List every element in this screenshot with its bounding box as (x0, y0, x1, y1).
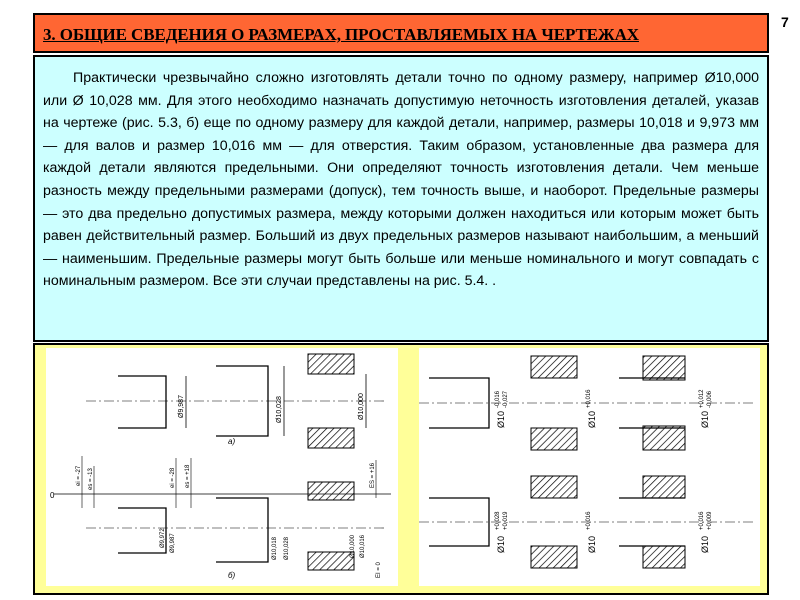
dev-1: ei = -27 (76, 465, 82, 486)
zero-label: 0 (50, 491, 55, 500)
dim-a-1: Ø9,987 (178, 395, 185, 418)
dim-a-3: Ø10,000 (358, 393, 365, 420)
label-b: б) (228, 571, 236, 580)
body-paragraph: Практически чрезвычайно сложно изготовлять детали точно по одному размеру, например Ø10,000 или Ø 10,028 мм. Для этого необходимо назначать допустимую неточность изготовления деталей, указав на чертеже (рис. 5.3, б) еще по одному размеру для каждой детали, например, размеры 10,018 и 9,973 мм — для валов и размер 10,016 мм — для отверстия. Таким образом, установленные два размера для каждой детали являются предельными. Они определяют точность изготовления детали. Чем меньше разность между предельными размерами (допуск), тем точность выше, и наоборот. Предельные размеры — это два предельно допустимых размера, между которыми должен находиться или которым может быть равен действительный размер. Больший из двух предельных размеров называют наибольшим, а меньший — наименьшим. Предельные размеры могут быть больше или меньше номинального и могут совпадать с номинальным размером. Все эти случаи представлены на рис. 5.4. . (43, 70, 759, 290)
shaft-a2 (216, 366, 268, 436)
r-dim-5-upper: +0,016 (586, 511, 592, 530)
figure-right (419, 348, 760, 586)
dev-3: ei = -28 (170, 467, 176, 488)
r-dim-3-lower: -0,006 (707, 390, 713, 408)
page-title: 3. ОБЩИЕ СВЕДЕНИЯ О РАЗМЕРАХ, ПРОСТАВЛЯЕМЫХ НА ЧЕРТЕЖАХ (43, 25, 639, 44)
figure-panel (33, 343, 769, 595)
dev-4: es = +18 (185, 464, 191, 488)
page-number: 7 (781, 14, 789, 30)
text-panel (33, 55, 769, 342)
dim-a-2: Ø10,028 (276, 396, 283, 423)
r-dim-6: Ø10 (700, 535, 710, 553)
r-dim-2: Ø10 (587, 410, 597, 428)
r-dim-1-lower: -0,027 (503, 390, 509, 408)
dim-b-1: Ø9,972 (160, 528, 166, 548)
dev-5: EI = 0 (376, 562, 382, 578)
dim-b-4: Ø10,028 (284, 536, 290, 560)
dim-b-5: Ø10,000 (350, 534, 356, 558)
dim-b-6: Ø10,016 (360, 534, 366, 558)
r-dim-2-upper: +0,016 (586, 389, 592, 408)
dev-2: es = -13 (88, 468, 94, 490)
r-dim-4: Ø10 (496, 535, 506, 553)
r-dim-1: Ø10 (496, 410, 506, 428)
figure-left-drawing (46, 348, 398, 586)
r-dim-4-lower: +0,019 (503, 511, 509, 530)
r-dim-1-upper: -0,016 (495, 390, 501, 408)
dev-6: ES = +16 (370, 462, 376, 488)
bushing-a-bottom (308, 428, 354, 448)
figure-left (46, 348, 398, 586)
dim-b-2: Ø9,987 (170, 533, 176, 553)
r-dim-6-upper: +0,016 (699, 511, 705, 530)
r-dim-3: Ø10 (700, 410, 710, 428)
title-bar (33, 13, 769, 53)
figure-right-drawing (419, 348, 760, 586)
r-dim-3-upper: +0,012 (699, 389, 705, 408)
bushing-a-top (308, 354, 354, 374)
label-a: а) (228, 437, 236, 446)
shaft-a1 (118, 376, 166, 428)
dim-b-3: Ø10,018 (272, 536, 278, 560)
r-dim-6-lower: +0,009 (707, 511, 713, 530)
r-dim-5: Ø10 (587, 535, 597, 553)
r-dim-4-upper: +0,028 (495, 511, 501, 530)
